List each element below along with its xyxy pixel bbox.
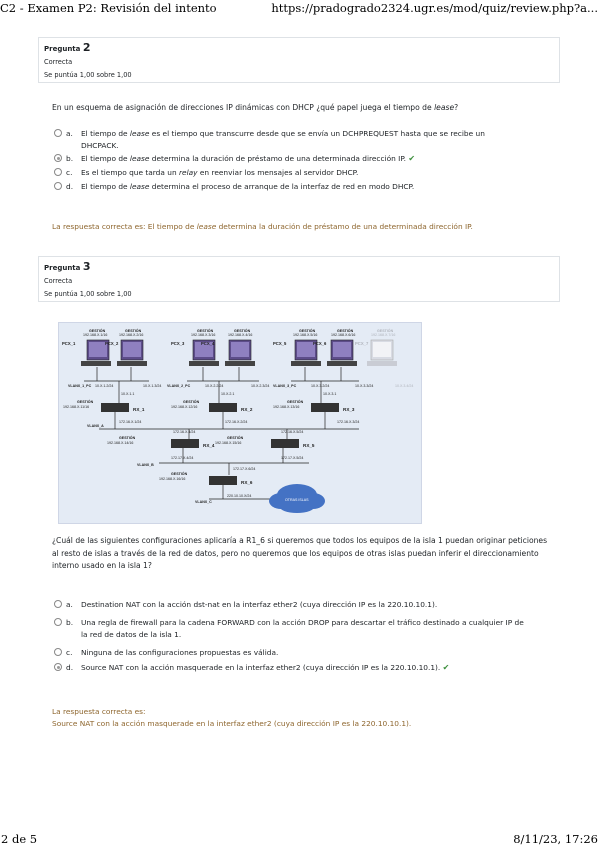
radio-button[interactable]	[54, 618, 62, 626]
gateway-ip: 10.X.2.1	[221, 392, 235, 396]
mgmt-ip: 192.168.X.13/16	[273, 405, 300, 409]
mgmt-label: GESTIÓN	[287, 400, 304, 404]
mgmt-ip: 192.168.X.2/16	[119, 333, 144, 337]
q3-option-d[interactable]: d. Source NAT con la acción masquerade en la interfaz ether2 (cuya dirección IP es la 220.10.10.1). ✔	[54, 662, 544, 674]
router-rx-5	[215, 435, 315, 460]
mgmt-label: GESTIÓN	[377, 329, 394, 333]
question-3-text: ¿Cuál de las siguientes configuraciones aplicaría a R1_6 si queremos que todos los equipos de la isla 1 puedan originar peticiones al resto de islas a través de la red de datos, pero no queremos que los equipos de otras islas puedan inferir el direccionamiento interno usado en la isla 1?	[52, 536, 548, 570]
radio-button-selected[interactable]	[54, 154, 62, 162]
mgmt-label: GESTIÓN	[299, 329, 316, 333]
radio-button[interactable]	[54, 600, 62, 608]
cloud-icon	[269, 484, 325, 513]
router-name: RX_1	[133, 407, 145, 412]
router-lan-ip: 172.17.X.6/24	[233, 467, 256, 471]
router-lan-ip: 172.17.X.4/24	[171, 456, 194, 460]
mgmt-ip: 192.168.X.1/16	[83, 333, 108, 337]
question-number: 3	[82, 260, 91, 273]
radio-button[interactable]	[54, 182, 62, 190]
q2-option-a[interactable]: a. El tiempo de lease es el tiempo que transcurre desde que se envía un DCHPREQUEST hasta que se recibe un DHCPACK.	[54, 128, 544, 151]
pc-2	[105, 328, 147, 366]
router-lan-ip: 172.16.X.3/24	[337, 420, 360, 424]
feedback-title: La respuesta correcta es:	[52, 707, 146, 716]
vlan-label: VLANX_2_PC	[167, 384, 191, 388]
pc-name: PCX_3	[171, 341, 185, 346]
question-state: Correcta	[44, 58, 73, 66]
pc-base	[81, 361, 111, 366]
radio-button-selected[interactable]	[54, 663, 62, 671]
mgmt-label: GESTIÓN	[119, 436, 136, 440]
q2-option-b[interactable]: b. El tiempo de lease determina la duración de préstamo de una determinada dirección IP. ✔	[54, 153, 544, 165]
pc-base	[225, 361, 255, 366]
router-name: RX_6	[241, 480, 253, 485]
print-title: C2 - Examen P2: Revisión del intento	[0, 1, 217, 15]
q2-option-d[interactable]: d. El tiempo de lease determina el proceso de arranque de la interfaz de red en modo DHCP.	[54, 181, 544, 193]
question-2-text: En un esquema de asignación de direcciones IP dinámicas con DHCP ¿qué papel juega el tiempo de lease?	[52, 103, 459, 112]
print-url: https://pradogrado2324.ugr.es/mod/quiz/review.php?a...	[271, 1, 598, 15]
q3-feedback	[52, 706, 552, 729]
question-state: Correcta	[44, 277, 73, 285]
mgmt-ip: 192.168.X.15/16	[215, 441, 242, 445]
lan-ip: 10.X.2.2/24	[205, 384, 224, 388]
mgmt-label: GESTIÓN	[89, 329, 106, 333]
router-name: RX_3	[343, 407, 355, 412]
trunk-ip: 172.16.X.5/24	[281, 430, 304, 434]
lan-ip: 10.X.1.3/24	[143, 384, 162, 388]
pc-name: PCX_1	[62, 341, 76, 346]
pc-6	[313, 328, 357, 366]
vlan-label: VLANX_A	[87, 424, 104, 428]
lan-ip: 10.X.3.4/24	[395, 384, 414, 388]
pc-name: PCX_2	[105, 341, 119, 346]
router-icon	[209, 403, 237, 412]
print-footer	[0, 832, 600, 848]
network-diagram	[58, 322, 422, 524]
lan-ip: 10.X.1.2/24	[95, 384, 114, 388]
mgmt-label: GESTIÓN	[125, 329, 142, 333]
radio-button[interactable]	[54, 129, 62, 137]
radio-button[interactable]	[54, 168, 62, 176]
q3-option-c[interactable]: c. Ninguna de las configuraciones propuestas es válida.	[54, 647, 544, 659]
mgmt-label: GESTIÓN	[171, 472, 188, 476]
question-label: Pregunta	[44, 264, 81, 272]
router-lan-ip: 172.16.X.1/24	[119, 420, 142, 424]
mgmt-ip: 192.168.X.4/16	[228, 333, 253, 337]
question-grade: Se puntúa 1,00 sobre 1,00	[44, 290, 132, 298]
question-2-info	[38, 37, 560, 83]
page-number: 2 de 5	[1, 832, 38, 846]
router-rx-6	[159, 467, 255, 485]
correct-check-icon: ✔	[408, 154, 416, 163]
mgmt-ip: 192.168.X.3/16	[191, 333, 216, 337]
pc-base	[189, 361, 219, 366]
mgmt-ip: 192.168.X.7/16	[371, 333, 396, 337]
mgmt-label: GESTIÓN	[77, 400, 94, 404]
pc-name: PCX_5	[273, 341, 287, 346]
vlan-label: VLANX_3_PC	[273, 384, 297, 388]
router-rx-1	[63, 399, 145, 424]
gateway-ip: 10.X.3.1	[323, 392, 337, 396]
mgmt-label: GESTIÓN	[227, 436, 244, 440]
cloud-label: OTRAS ISLAS	[285, 498, 309, 502]
q2-feedback: La respuesta correcta es: El tiempo de lease determina la duración de préstamo de una determinada dirección IP.	[52, 222, 473, 231]
pc-screen	[231, 342, 249, 357]
pc-3	[171, 328, 219, 366]
pc-base	[367, 361, 397, 366]
router-name: RX_4	[203, 443, 215, 448]
pc-name: PCX_7	[355, 341, 369, 346]
mgmt-ip: 192.168.X.14/16	[107, 441, 134, 445]
vlan-label: VLANX_B	[137, 463, 154, 467]
mgmt-ip: 192.168.X.11/16	[63, 405, 90, 409]
mgmt-label: GESTIÓN	[337, 329, 354, 333]
router-icon	[311, 403, 339, 412]
lan-ip: 10.X.3.3/24	[355, 384, 374, 388]
router-name: RX_2	[241, 407, 253, 412]
router-lan-ip: 172.17.X.5/24	[281, 456, 304, 460]
mgmt-ip: 192.168.X.16/16	[159, 477, 186, 481]
pc-name: PCX_6	[313, 341, 327, 346]
vlan-label: VLANX_1_PC	[68, 384, 92, 388]
lan-ip: 10.X.2.3/24	[251, 384, 270, 388]
router-icon	[171, 439, 199, 448]
router-icon	[101, 403, 129, 412]
router-icon	[271, 439, 299, 448]
gateway-ip: 10.X.1.1	[121, 392, 135, 396]
q2-option-c[interactable]: c. Es el tiempo que tarda un relay en reenviar los mensajes al servidor DHCP.	[54, 167, 544, 179]
mgmt-label: GESTIÓN	[234, 329, 251, 333]
router-rx-3	[273, 399, 359, 424]
print-header	[0, 0, 600, 16]
pc-base	[117, 361, 147, 366]
mgmt-label: GESTIÓN	[197, 329, 214, 333]
trunk-links	[99, 412, 359, 439]
router-rx-2	[171, 399, 253, 424]
correct-check-icon: ✔	[442, 663, 450, 672]
mgmt-ip: 192.168.X.5/16	[293, 333, 318, 337]
pc-base	[327, 361, 357, 366]
pc-screen	[373, 342, 391, 357]
print-datetime: 8/11/23, 17:26	[513, 832, 598, 846]
mgmt-label: GESTIÓN	[183, 400, 200, 404]
radio-button[interactable]	[54, 648, 62, 656]
network-diagram-svg	[59, 323, 421, 523]
router-lan-ip: 172.16.X.2/24	[225, 420, 248, 424]
pc-5	[273, 328, 321, 366]
q3-option-a[interactable]: a. Destination NAT con la acción dst-nat en la interfaz ether2 (cuya dirección IP es la 220.10.10.1).	[54, 599, 544, 611]
pc-1	[62, 328, 111, 366]
pc-name: PCX_4	[201, 341, 215, 346]
wan-ip: 220.10.10.X/24	[227, 494, 252, 498]
pc-screen	[333, 342, 351, 357]
trunk-ip: 172.16.X.4/24	[173, 430, 196, 434]
router-name: RX_5	[303, 443, 315, 448]
router-rx-4	[107, 435, 215, 460]
feedback-text: Source NAT con la acción masquerade en la interfaz ether2 (cuya dirección IP es la 220.10.10.1).	[52, 718, 412, 728]
mgmt-ip: 192.168.X.12/16	[171, 405, 198, 409]
mgmt-ip: 192.168.X.6/16	[331, 333, 356, 337]
pc-7	[355, 328, 397, 366]
question-3-info	[38, 256, 560, 302]
question-grade: Se puntúa 1,00 sobre 1,00	[44, 71, 132, 79]
pc-base	[291, 361, 321, 366]
router-icon	[209, 476, 237, 485]
question-label: Pregunta	[44, 45, 81, 53]
lan-ip: 10.X.3.2/24	[311, 384, 330, 388]
question-number: 2	[82, 41, 91, 54]
q3-option-b[interactable]: b. Una regla de firewall para la cadena FORWARD con la acción DROP para descartar el tráfico destinado a cualquier IP de la red de datos de la isla 1.	[54, 617, 544, 640]
pc-screen	[123, 342, 141, 357]
vlan-label: VLANX_C	[195, 500, 212, 504]
